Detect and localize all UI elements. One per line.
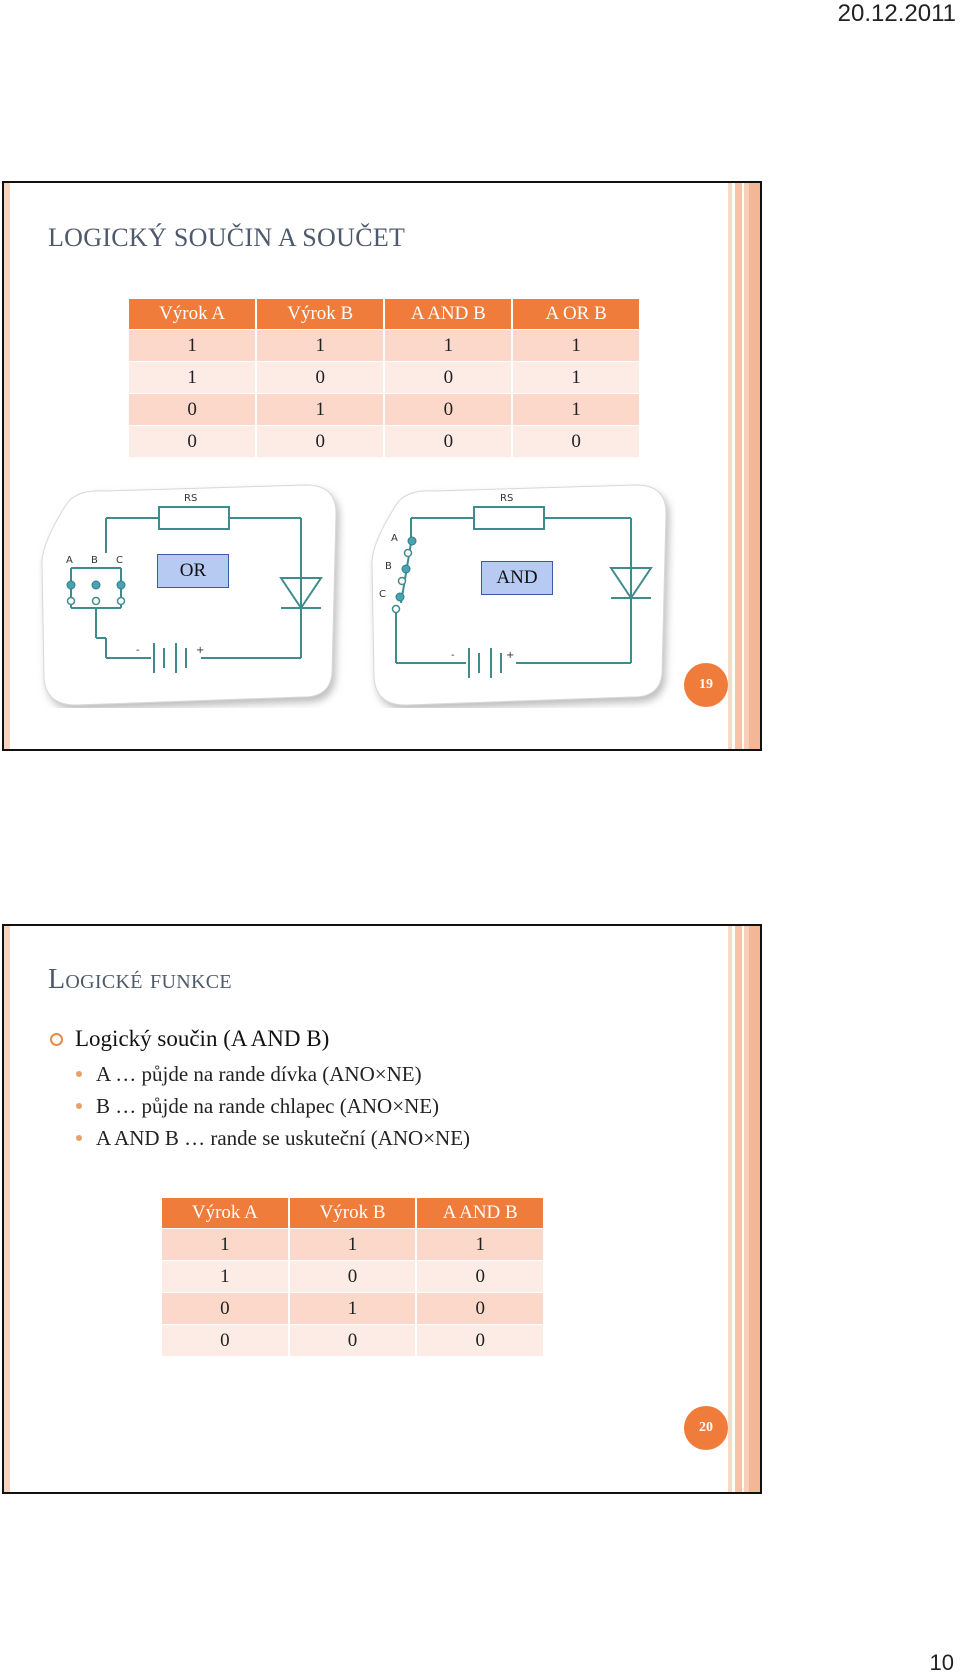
cell: 0 (416, 1293, 544, 1325)
table-row (129, 362, 640, 394)
col-header: Výrok B (256, 299, 384, 330)
slide-number-badge: 20 (684, 1406, 728, 1450)
and-circuit-diagram (366, 483, 676, 708)
cell: 1 (289, 1293, 417, 1325)
resistor-icon (159, 507, 229, 529)
cell: 0 (129, 426, 256, 458)
slide-20 (2, 924, 762, 1494)
cell: 1 (289, 1229, 417, 1261)
cell: 1 (256, 394, 384, 426)
decorative-stripes (728, 183, 760, 749)
battery-minus-label: - (451, 650, 455, 661)
resistor-label: RS (500, 493, 514, 504)
col-header: A OR B (512, 299, 640, 330)
switch-label: C (379, 589, 386, 600)
table-header-row (129, 299, 640, 330)
switch-label: B (385, 561, 392, 572)
left-stripe (4, 183, 10, 749)
table-row (162, 1229, 544, 1261)
cell: 0 (384, 394, 512, 426)
cell: 0 (289, 1325, 417, 1357)
bullet-sub-text: A AND B … rande se uskuteční (ANO×NE) (96, 1125, 471, 1150)
cell: 0 (512, 426, 640, 458)
col-header: A AND B (416, 1198, 544, 1229)
cell: 1 (416, 1229, 544, 1261)
col-header: Výrok B (289, 1198, 417, 1229)
or-gate-label: OR (157, 554, 229, 588)
table-row (129, 394, 640, 426)
table-row (162, 1325, 544, 1357)
bullet-list (50, 1026, 470, 1154)
slide-title: LOGICKÝ SOUČIN A SOUČET (48, 223, 406, 252)
cell: 0 (384, 426, 512, 458)
cell: 0 (129, 394, 256, 426)
table-row (162, 1293, 544, 1325)
cell: 0 (162, 1293, 289, 1325)
cell: 1 (162, 1229, 289, 1261)
battery-plus-label: + (196, 645, 205, 656)
cell: 0 (416, 1261, 544, 1293)
cell: 0 (162, 1325, 289, 1357)
switch-label: B (91, 555, 98, 566)
col-header: Výrok A (162, 1198, 289, 1229)
battery-minus-label: - (136, 645, 140, 656)
and-gate-label: AND (481, 561, 553, 595)
table-row (162, 1261, 544, 1293)
bullet-main-text: Logický součin (A AND B) (75, 1026, 330, 1051)
cell: 0 (384, 362, 512, 394)
cell: 1 (512, 330, 640, 362)
or-circuit-diagram (36, 483, 346, 708)
bullet-main (50, 1026, 470, 1052)
bullet-ring-icon (50, 1033, 63, 1046)
truth-table-and (162, 1198, 545, 1356)
slide-title: Logické funkce (48, 964, 232, 995)
bullet-dot-icon (76, 1103, 82, 1109)
cell: 1 (512, 394, 640, 426)
bullet-sub-text: A … půjde na rande dívka (ANO×NE) (96, 1061, 422, 1086)
cell: 0 (256, 362, 384, 394)
cell: 0 (416, 1325, 544, 1357)
switch-label: A (391, 533, 398, 544)
table-row (129, 330, 640, 362)
resistor-icon (474, 507, 544, 529)
truth-table-and-or (129, 299, 641, 457)
col-header: Výrok A (129, 299, 256, 330)
cell: 1 (384, 330, 512, 362)
bullet-sub (76, 1122, 470, 1154)
switch-label: A (66, 555, 73, 566)
print-date: 20.12.2011 (837, 0, 956, 27)
cell: 0 (256, 426, 384, 458)
switch-label: C (116, 555, 123, 566)
cell: 1 (129, 362, 256, 394)
cell: 1 (162, 1261, 289, 1293)
table-row (129, 426, 640, 458)
cell: 1 (512, 362, 640, 394)
slide-number-badge: 19 (684, 663, 728, 707)
bullet-dot-icon (76, 1135, 82, 1141)
left-stripe (4, 926, 10, 1492)
cell: 0 (289, 1261, 417, 1293)
col-header: A AND B (384, 299, 512, 330)
bullet-sub (76, 1058, 470, 1090)
bullet-dot-icon (76, 1071, 82, 1077)
bullet-sub (76, 1090, 470, 1122)
battery-plus-label: + (506, 650, 515, 661)
cell: 1 (129, 330, 256, 362)
table-header-row (162, 1198, 544, 1229)
decorative-stripes (728, 926, 760, 1492)
resistor-label: RS (184, 493, 198, 504)
page-number: 10 (929, 1650, 954, 1675)
slide-19 (2, 181, 762, 751)
cell: 1 (256, 330, 384, 362)
bullet-sub-text: B … půjde na rande chlapec (ANO×NE) (96, 1093, 440, 1118)
